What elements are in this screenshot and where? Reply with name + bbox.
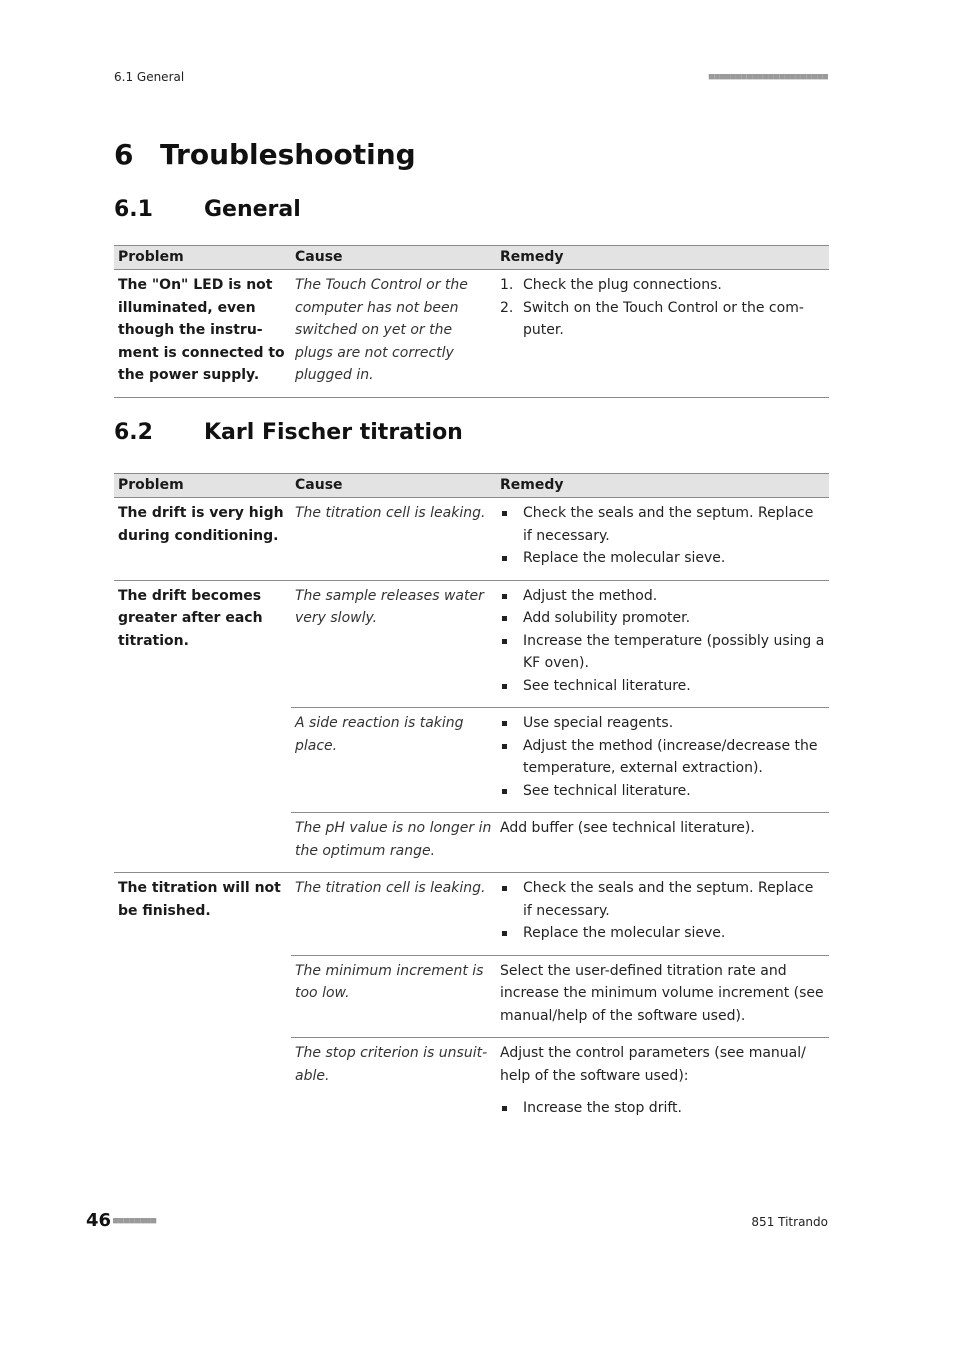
cause-cell: The pH value is no longer in the optimum range.	[291, 813, 496, 873]
section-heading-general	[114, 197, 301, 222]
header-cause: Cause	[291, 474, 496, 498]
list-item: Check the seals and the septum. Replace if necessary.	[500, 502, 825, 547]
section-number: 6.2	[114, 420, 153, 445]
cause-cell: The sample releases water very slowly.	[291, 580, 496, 708]
section-title: General	[204, 197, 301, 222]
table-row	[114, 498, 829, 581]
table-header-row	[114, 246, 829, 270]
remedy-cell	[496, 498, 829, 581]
list-item: 1. Check the plug connections.	[500, 277, 722, 293]
remedy-cell	[496, 270, 829, 398]
footer-product-name: 851 Titrando	[751, 1215, 828, 1229]
list-item: Add solubility promoter.	[500, 607, 825, 630]
header-remedy: Remedy	[496, 474, 829, 498]
cause-cell: The titration cell is leaking.	[291, 498, 496, 581]
problem-cell: The drift is very high during conditioning.	[114, 498, 291, 581]
remedy-cell: Add buffer (see technical literature).	[496, 813, 829, 873]
cause-cell: The stop criterion is unsuit-able.	[295, 1045, 488, 1084]
remedy-steps	[500, 274, 825, 342]
chapter-title	[114, 138, 416, 171]
cause-cell: A side reaction is taking place.	[291, 708, 496, 813]
cause-cell: The minimum increment is too low.	[291, 955, 496, 1038]
problem-cell: The drift becomes greater after each titration.	[114, 580, 291, 873]
table-header-row	[114, 474, 829, 498]
header-cause: Cause	[291, 246, 496, 270]
list-item: 2. Switch on the Touch Control or the com-puter.	[500, 299, 804, 338]
page-number: 46	[86, 1210, 112, 1231]
list-item: Adjust the method.	[500, 585, 825, 608]
list-item: Increase the temperature (possibly using a KF oven).	[500, 630, 825, 675]
cause-cell: The Touch Control or the computer has not been switched on yet or the plugs are not correctly plugged in.	[291, 270, 496, 398]
problem-cell: The titration will not be finished.	[118, 880, 281, 919]
remedy-cell	[496, 708, 829, 813]
list-item: Replace the molecular sieve.	[500, 547, 825, 570]
header-remedy: Remedy	[496, 246, 829, 270]
footer-dots-decoration: ■■■■■■■■	[113, 1216, 157, 1226]
table-row	[114, 270, 829, 398]
list-item: Increase the stop drift.	[500, 1097, 825, 1120]
list-item: Replace the molecular sieve.	[500, 922, 825, 945]
table-row	[114, 580, 829, 708]
kf-troubleshooting-table	[114, 473, 829, 1130]
running-header-section: 6.1 General	[114, 70, 185, 84]
list-item: Adjust the method (increase/decrease the temperature, external extraction).	[500, 735, 825, 780]
header-problem: Problem	[114, 246, 291, 270]
remedy-cell	[496, 873, 829, 956]
list-item: See technical literature.	[500, 675, 825, 698]
list-item: Check the seals and the septum. Replace if necessary.	[500, 877, 825, 922]
list-item: Use special reagents.	[500, 712, 825, 735]
header-dots-decoration: ■■■■■■■■■■■■■■■■■■■■■■	[708, 72, 828, 82]
remedy-cell: Select the user-defined titration rate and increase the minimum volume increment (see manual/help of the software used).	[496, 955, 829, 1038]
section-number: 6.1	[114, 197, 153, 222]
problem-cell: The "On" LED is not illuminated, even though the instru-ment is connected to the power supply.	[114, 270, 291, 398]
remedy-text: Adjust the control parameters (see manual/ help of the software used):	[500, 1045, 806, 1084]
remedy-cell	[496, 1038, 829, 1130]
section-heading-kf	[114, 420, 463, 445]
chapter-title-text: Troubleshooting	[160, 138, 416, 171]
remedy-cell	[496, 580, 829, 708]
list-item: See technical literature.	[500, 780, 825, 803]
general-troubleshooting-table	[114, 245, 829, 398]
cause-cell: The titration cell is leaking.	[291, 873, 496, 956]
table-row	[114, 873, 829, 956]
chapter-number: 6	[114, 138, 134, 171]
section-title: Karl Fischer titration	[204, 420, 463, 445]
header-problem: Problem	[114, 474, 291, 498]
